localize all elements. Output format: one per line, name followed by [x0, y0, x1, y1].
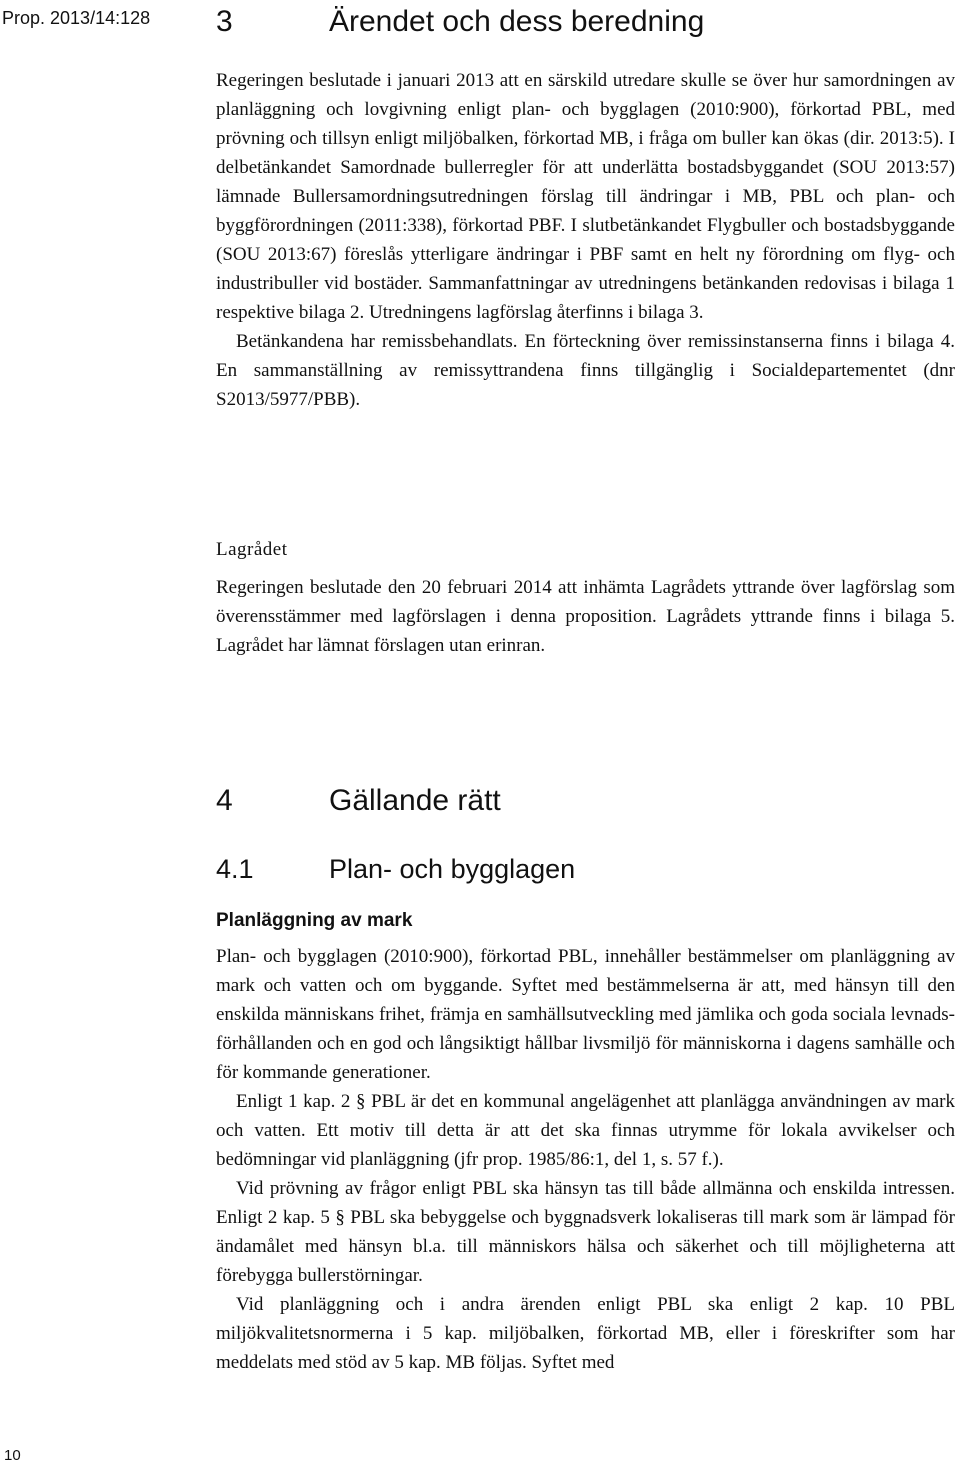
section-heading-4	[216, 784, 501, 818]
paragraph-pbl-intro: Plan- och bygglagen (2010:900), förkortad PBL, innehåller bestämmelser om planläggning av mark och vatten och om byggande. Syftet med bestämmelserna är att, med hänsyn till den enskilda människans frihet, främja en samhällsutveckling med jämlika och goda sociala levnadsförhållanden och en god och långsiktigt hållbar livsmiljö för människorna i dagens samhälle och för kommande generationer.	[216, 946, 955, 1083]
section-heading-4-1	[216, 853, 575, 885]
section-title: Ärendet och dess beredning	[329, 5, 705, 38]
paragraph-kommunal: Enligt 1 kap. 2 § PBL är det en kommunal angelägenhet att planlägga användningen av mark och vatten. Ett motiv till detta är att det ska finnas utrymme för lokala avvikelser och bedömningar vid planläggning (jfr prop. 1985/86:1, del 1, s. 57 f.).	[216, 1091, 955, 1170]
section-number: 4	[216, 784, 233, 817]
prop-reference: Prop. 2013/14:128	[2, 8, 151, 28]
subheading-lagradet: Lagrådet	[216, 539, 288, 560]
paragraph-miljokvalitet: Vid planläggning och i andra ärenden enligt PBL ska enligt 2 kap. 10 PBL miljökvalitetsnormerna i 5 kap. miljöbalken, förkortad MB, eller i föreskrifter som har meddelats med stöd av 5 kap. MB följas. Syftet med	[216, 1294, 955, 1373]
subheading-planlaggning: Planläggning av mark	[216, 910, 413, 931]
section-number: 4.1	[216, 854, 254, 884]
page-number: 10	[4, 1447, 21, 1464]
section-title: Plan- och bygglagen	[329, 854, 576, 884]
section-number: 3	[216, 5, 233, 38]
lagradet-body	[216, 573, 955, 660]
section-title: Gällande rätt	[329, 784, 501, 817]
paragraph-remiss: Betänkandena har remissbehandlats. En förteckning över remissinstanserna finns i bilaga 4. En sammanställning av remissyttrandena finns tillgänglig i Socialdepartementet (dnr S2013/5977/PBB).	[216, 331, 955, 410]
paragraph-lagradet: Regeringen beslutade den 20 februari 2014 att inhämta Lagrådets yttrande över lagförslag som överensstämmer med lagförslagen i denna proposition. Lagrådets yttrande finns i bilaga 5. Lagrådet har lämnat förslagen utan erinran.	[216, 577, 955, 656]
paragraph-utredning: Regeringen beslutade i januari 2013 att en särskild utredare skulle se över hur samordningen av planläggning och lovgivning enligt plan- och bygglagen (2010:900), förkortad PBL, med prövning och tillsyn enligt miljöbalken, förkortad MB, i fråga om buller kan ökas (dir. 2013:5). I delbetänkandet Samordnade bullerregler för att underlätta bostadsbyggandet (SOU 2013:57) lämnade Bullersamordningsutredningen förslag till ändringar i MB, PBL och plan- och byggförordningen (2011:338), förkortad PBF. I slutbetänkandet Flygbuller och bostadsbyggande (SOU 2013:67) föreslås ytterligare ändringar i PBF samt en helt ny förordning om flyg- och industribuller vid bostäder. Sammanfattningar av utredningens betänkanden redovisas i bilaga 1 respektive bilaga 2. Utredningens lagförslag återfinns i bilaga 3.	[216, 70, 955, 323]
section-heading-3	[216, 5, 704, 39]
section-3-body	[216, 66, 955, 414]
paragraph-provning: Vid prövning av frågor enligt PBL ska hänsyn tas till både allmänna och enskilda intressen. Enligt 2 kap. 5 § PBL ska bebyggelse och byggnadsverk lokaliseras till mark som är lämpad för ändamålet med hänsyn bl.a. till människors hälsa och säkerhet och till möjligheterna att förebygga bullerstörningar.	[216, 1178, 955, 1286]
section-4-1-body	[216, 942, 955, 1377]
